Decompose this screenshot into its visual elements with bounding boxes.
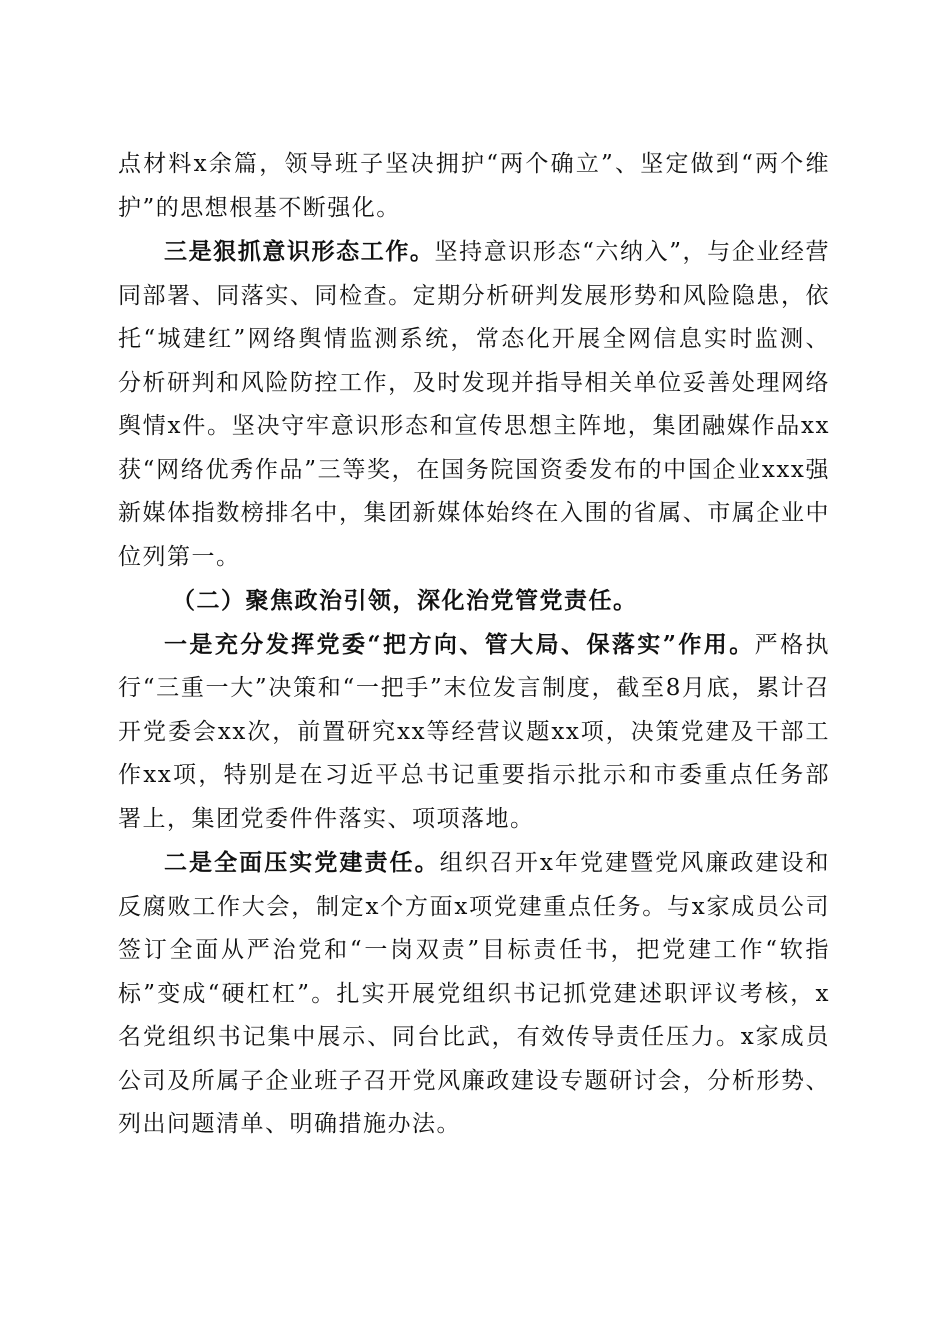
paragraph-lead: 二是全面压实党建责任。	[164, 849, 440, 876]
paragraph-continuation	[118, 143, 830, 230]
section-heading	[118, 579, 830, 623]
paragraph-lead: 三是狠抓意识形态工作。	[164, 238, 435, 265]
paragraph-party-committee-role	[118, 623, 830, 842]
section-heading-text: （二）聚焦政治引领，深化治党管党责任。	[172, 587, 638, 614]
paragraph-party-building-responsibility	[118, 841, 830, 1147]
paragraph-text: 坚持意识形态“六纳入”，与企业经营同部署、同落实、同检查。定期分析研判发展形势和风险隐患，依托“城建红”网络舆情监测系统，常态化开展全网信息实时监测、分析研判和风险防控工作，及时发现并指导相关单位妥善处理网络舆情x件。坚决守牢意识形态和宣传思想主阵地，集团融媒作品xx获“网络优秀作品”三等奖，在国务院国资委发布的中国企业xxx强新媒体指数榜排名中，集团新媒体始终在入围的省属、市属企业中位列第一。	[118, 239, 830, 570]
paragraph-text: 点材料x余篇，领导班子坚决拥护“两个确立”、坚定做到“两个维护”的思想根基不断强化。	[118, 151, 830, 221]
paragraph-text: 组织召开x年党建暨党风廉政建设和反腐败工作大会，制定x个方面x项党建重点任务。与x家成员公司签订全面从严治党和“一岗双责”目标责任书，把党建工作“软指标”变成“硬杠杠”。扎实开展党组织书记抓党建述职评议考核，x名党组织书记集中展示、同台比武，有效传导责任压力。x家成员公司及所属子企业班子召开党风廉政建设专题研讨会，分析形势、列出问题清单、明确措施办法。	[118, 850, 831, 1137]
paragraph-ideology-work	[118, 230, 830, 579]
paragraph-lead: 一是充分发挥党委“把方向、管大局、保落实”作用。	[164, 630, 755, 658]
paragraph-text: 严格执行“三重一大”决策和“一把手”末位发言制度，截至8月底，累计召开党委会xx次，前置研究xx等经营议题xx项，决策党建及干部工作xx项，特别是在习近平总书记重要指示批示和市委重点任务部署上，集团党委件件落实、项项落地。	[118, 631, 831, 832]
document-body	[118, 143, 830, 1147]
